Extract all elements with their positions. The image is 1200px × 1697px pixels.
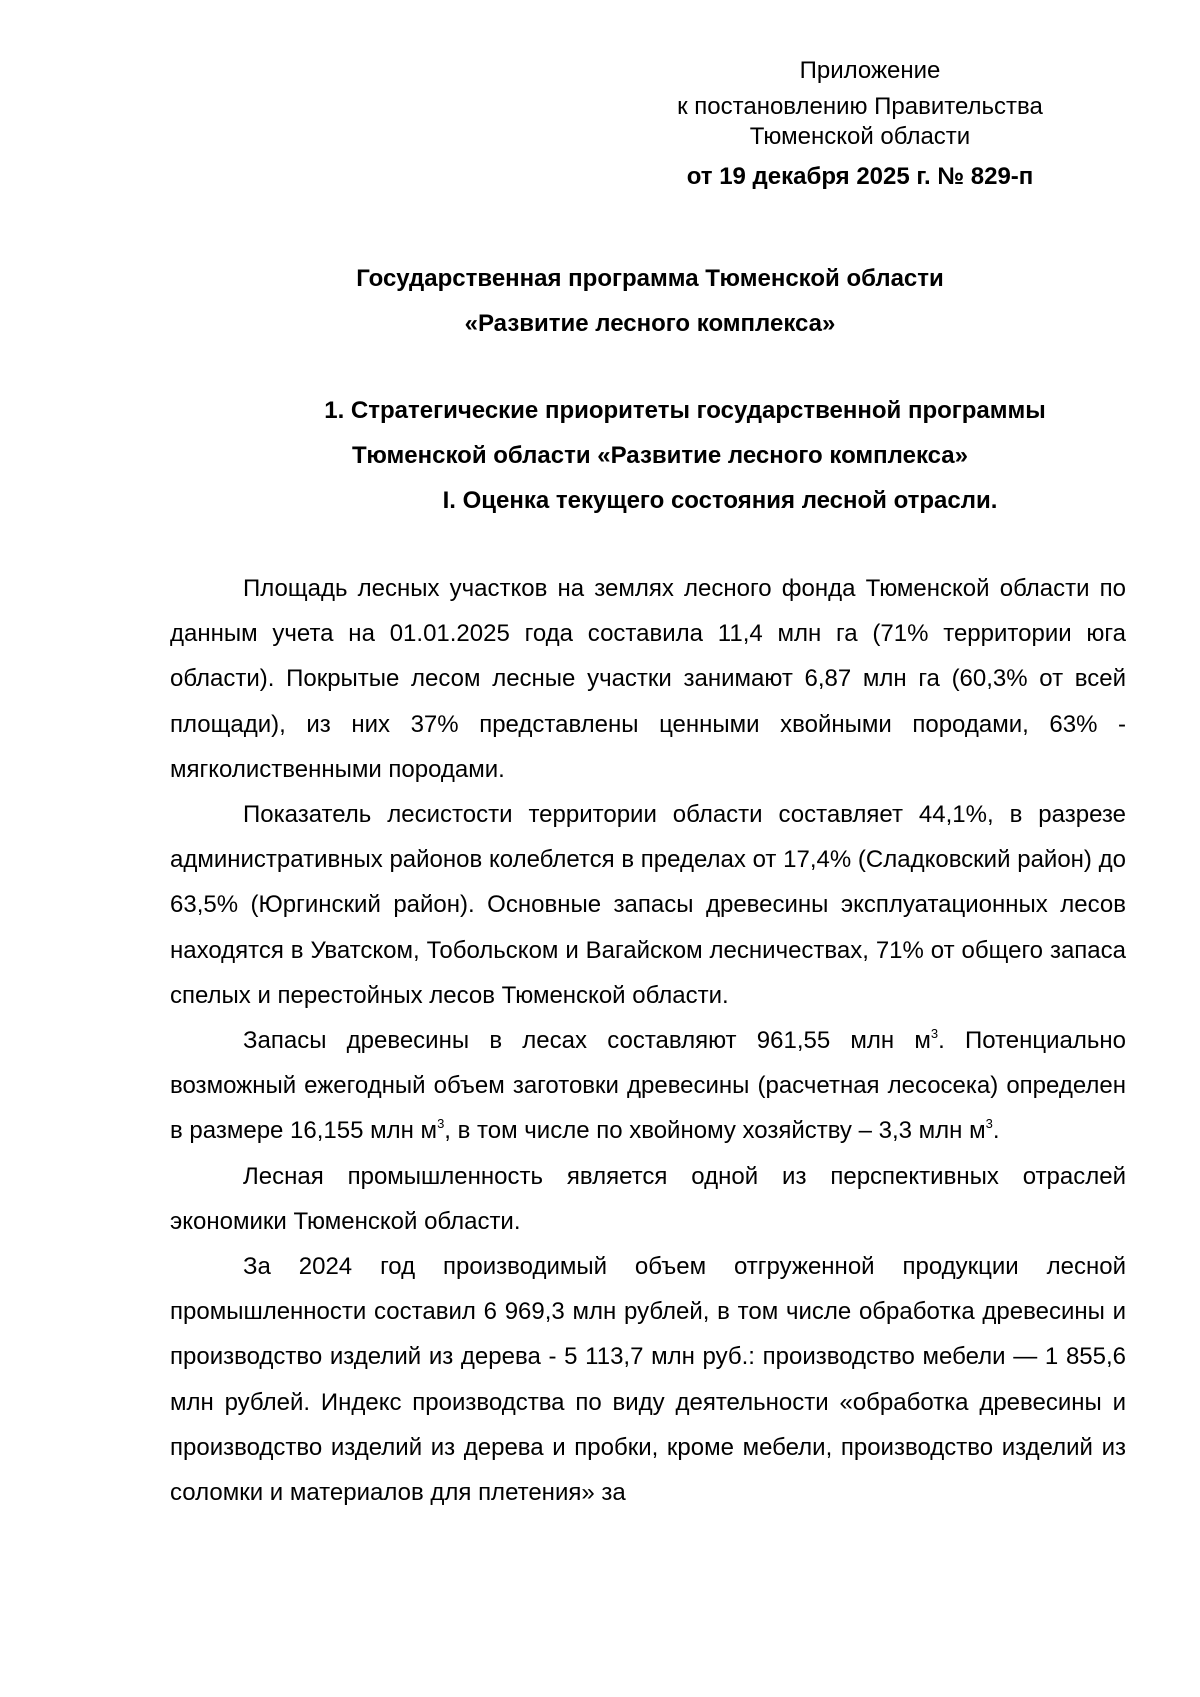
superscript-3: 3	[985, 1116, 993, 1132]
program-title	[170, 256, 1130, 346]
program-title-line2: «Развитие лесного комплекса»	[464, 310, 836, 337]
paragraph-forest-cover: Показатель лесистости территории области составляет 44,1%, в разрезе административных районов колеблется в пределах от 17,4% (Сладковский район) до 63,5% (Юргинский район). Основные запасы древесины эксплуатационных лесов находятся в Уватском, Тобольском и Вагайском лесничествах, 71% от общего запаса спелых и перестойных лесов Тюменской области.	[170, 801, 1126, 1009]
appendix-region: Тюменской области	[749, 123, 971, 150]
section-title-line2: Тюменской области «Развитие лесного комплекса»	[352, 442, 968, 469]
timber-text-3: , в том числе по хвойному хозяйству – 3,3 млн м	[444, 1117, 986, 1145]
body-text	[170, 566, 1126, 1515]
paragraph-timber-reserves	[170, 1018, 1126, 1154]
timber-text-2: . Потенциально возможный ежегодный объем заготовки древесины (расчетная лесосека) определен в размере 16,155 млн м	[170, 1027, 1126, 1145]
appendix-label: Приложение	[799, 57, 941, 84]
paragraph-forest-area: Площадь лесных участков на землях лесного фонда Тюменской области по данным учета на 01.01.2025 года составила 11,4 млн га (71% территории юга области). Покрытые лесом лесные участки занимают 6,87 млн га (60,3% от всей площади), из них 37% представлены ценными хвойными породами, 63% - мягколиственными породами.	[170, 575, 1126, 783]
section-title-line1: 1. Стратегические приоритеты государственной программы	[324, 397, 1046, 424]
section-subtitle: I. Оценка текущего состояния лесной отрасли.	[442, 487, 998, 514]
timber-text-4: .	[992, 1117, 1000, 1145]
paragraph-production-2024: За 2024 год производимый объем отгруженной продукции лесной промышленности составил 6 969,3 млн рублей, в том числе обработка древесины и производство изделий из дерева - 5 113,7 млн руб.: производство мебели — 1 855,6 млн рублей. Индекс производства по виду деятельности «обработка древесины и производство изделий из дерева и пробки, кроме мебели, производство изделий из соломки и материалов для плетения» за	[170, 1253, 1126, 1507]
program-title-line1: Государственная программа Тюменской области	[356, 265, 944, 292]
appendix-header	[650, 56, 1130, 192]
paragraph-industry: Лесная промышленность является одной из перспективных отраслей экономики Тюменской области.	[170, 1162, 1126, 1235]
superscript-3: 3	[437, 1116, 445, 1132]
superscript-3: 3	[930, 1026, 939, 1042]
appendix-to: к постановлению Правительства	[677, 93, 1043, 120]
timber-text-1: Запасы древесины в лесах составляют 961,55 млн м	[243, 1027, 931, 1055]
section-heading	[170, 388, 1130, 523]
appendix-date: от 19 декабря 2025 г. № 829-п	[686, 163, 1034, 190]
